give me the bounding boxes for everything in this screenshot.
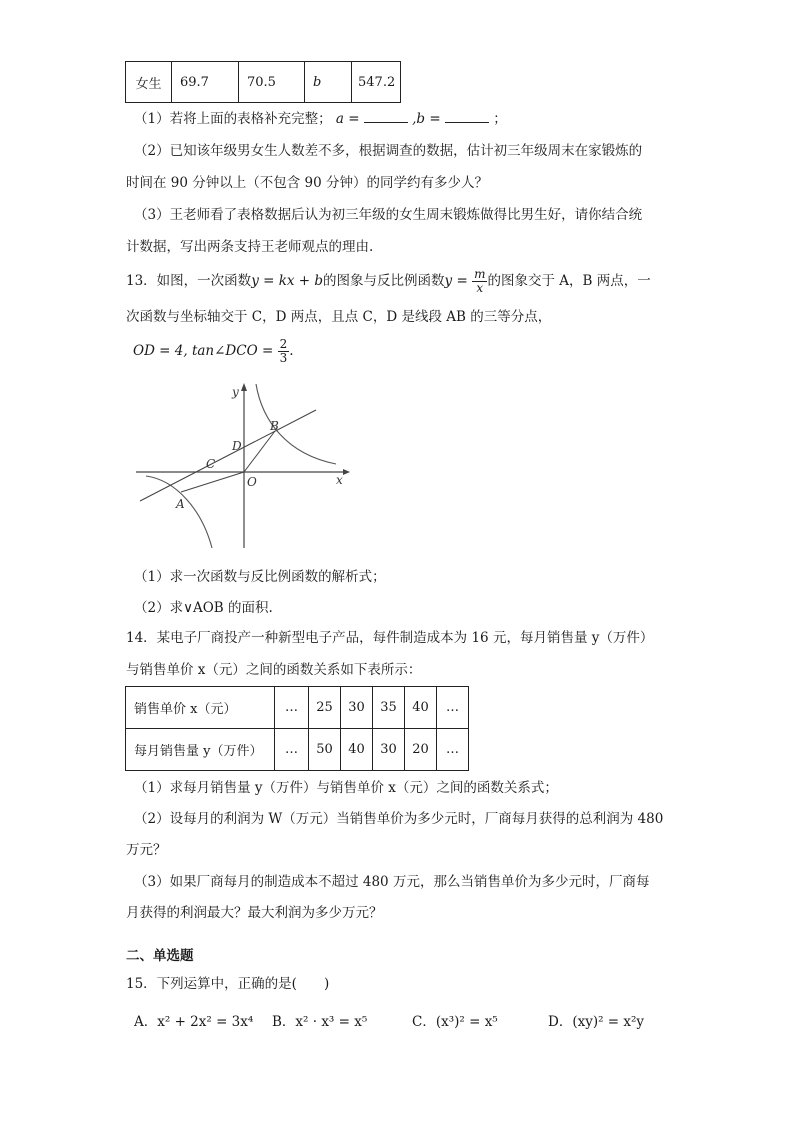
point-a-label: A (176, 497, 185, 511)
score-table (125, 61, 401, 103)
table-cell: 40 (341, 729, 373, 771)
fraction-m-over-x: $\frac{m}{x}$ (474, 267, 486, 295)
q14-stem-line1: 14．某电子厂商投产一种新型电子产品，每件制造成本为 16 元，每月销售量 y（万件） (126, 630, 654, 646)
q14-part2-line1: （2）设每月的利润为 W（万元）当销售单价为多少元时，厂商每月获得的总利润为 480 (134, 811, 664, 827)
y-axis-label: y (232, 385, 239, 399)
q15-stem: 15．下列运算中，正确的是( ) (126, 976, 330, 992)
q12-part3-line1: （3）王老师看了表格数据后认为初三年级的女生周末锻炼做得比男生好，请你结合统 (134, 207, 643, 223)
table-cell: … (275, 729, 309, 771)
q12-part2-line2: 时间在 90 分钟以上（不包含 90 分钟）的同学约有多少人？ (126, 175, 489, 191)
table-cell: 50 (309, 729, 341, 771)
fraction-2-over-3: $\frac{2}{3}$ (279, 337, 288, 365)
table-cell: … (275, 687, 309, 729)
table-cell: 35 (373, 687, 405, 729)
table-cell: 销售单价 x（元） (126, 687, 275, 729)
q14-stem-line2: 与销售单价 x（元）之间的函数关系如下表所示： (126, 662, 422, 678)
q15-option-b: B．x² · x³ = x⁵ (272, 1014, 368, 1030)
table-cell: 女生 (126, 62, 172, 103)
point-c-label: C (206, 457, 216, 471)
table-cell: 30 (341, 687, 373, 729)
q13-stem-line2: 次函数与坐标轴交于 C，D 两点，且点 C，D 是线段 AB 的三等分点， (126, 309, 552, 325)
table-cell: 20 (405, 729, 437, 771)
hyperbola-branch-left (146, 476, 212, 548)
x-axis-label: x (336, 473, 343, 487)
q13-stem-line1: 13．如图，一次函数y = kx + b的图象与反比例函数y = $\frac{m}{x}$ 的图象交于 A，B 两点，一 (126, 267, 651, 295)
table-row (126, 62, 401, 103)
q14-part1: （1）求每月销售量 y（万件）与销售单价 x（元）之间的函数关系式； (134, 780, 558, 796)
sales-table (125, 686, 469, 771)
section-heading: 二、单选题 (126, 948, 194, 964)
origin-label: O (247, 475, 257, 489)
function-graph-figure (136, 380, 356, 550)
q15-option-a: A．x² + 2x² = 3x⁴ (134, 1014, 254, 1030)
x-axis-arrow (343, 469, 350, 475)
table-cell: … (437, 687, 469, 729)
q13-stem-line3: OD = 4, tan∠DCO = $\frac{2}{3}$ . (133, 337, 294, 365)
table-cell: b (305, 62, 352, 103)
q13-part2: （2）求∨AOB 的面积. (134, 600, 273, 616)
table-cell: 30 (373, 729, 405, 771)
q13-part1: （1）求一次函数与反比例函数的解析式； (134, 569, 386, 585)
table-row (126, 729, 469, 771)
q14-part3-line1: （3）如果厂商每月的制造成本不超过 480 万元，那么当销售单价为多少元时，厂商每 (134, 874, 650, 890)
table-cell: 每月销售量 y（万件） (126, 729, 275, 771)
q15-option-d: D．(xy)² = x²y (548, 1014, 645, 1030)
q15-option-c: C．(x³)² = x⁵ (412, 1014, 498, 1030)
q12-part1: （1）若将上面的表格补充完整； a = ,b = ； (134, 108, 507, 129)
answer-blank-a (364, 108, 408, 123)
table-cell: 547.2 (352, 62, 401, 103)
point-d-label: D (232, 439, 242, 453)
segment-ob (244, 431, 275, 472)
table-cell: 40 (405, 687, 437, 729)
table-cell: 25 (309, 687, 341, 729)
table-cell: 70.5 (239, 62, 305, 103)
point-b-label: B (270, 419, 279, 433)
y-axis-arrow (241, 383, 247, 391)
q14-part3-line2: 月获得的利润最大？最大利润为多少万元？ (126, 905, 383, 921)
table-cell: 69.7 (172, 62, 239, 103)
line-ab (140, 410, 316, 501)
answer-blank-b (445, 108, 489, 123)
table-row (126, 687, 469, 729)
table-cell: … (437, 729, 469, 771)
q12-part2-line1: （2）已知该年级男女生人数差不多，根据调查的数据，估计初三年级周末在家锻炼的 (134, 143, 643, 159)
q12-part3-line2: 计数据，写出两条支持王老师观点的理由. (126, 239, 374, 255)
hyperbola-branch-right (256, 384, 336, 464)
q14-part2-line2: 万元？ (126, 842, 167, 858)
